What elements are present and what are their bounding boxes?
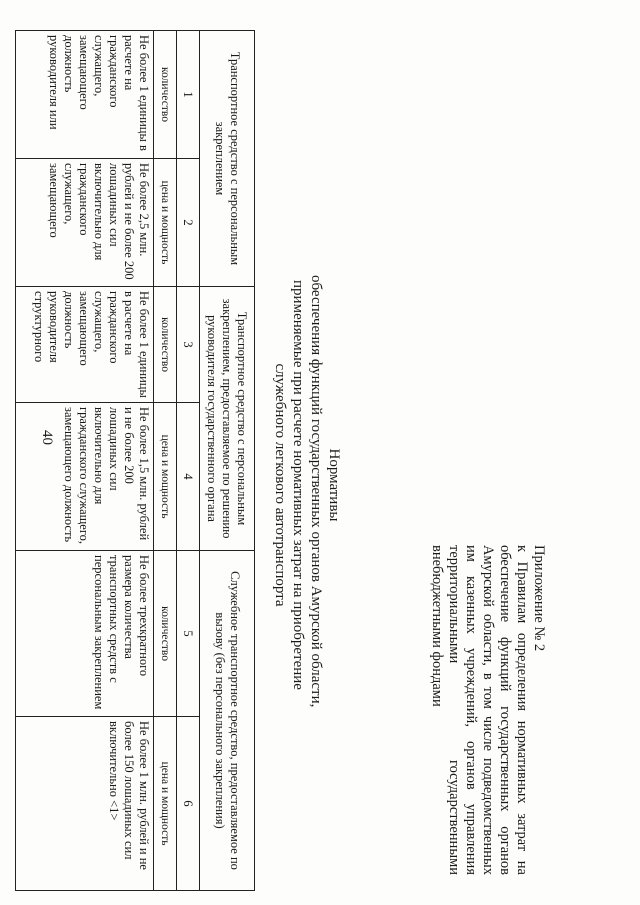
table-cell: Не более 1,5 млн. рублей и не более 200 лошадиных сил включительно для гражданского служащего, замещающего должность — [16, 403, 154, 551]
table-cell: Не более 2,5 млн. рублей и не более 200 лошадиных сил включительно для гражданского служащего, замещающего — [16, 159, 154, 287]
column-number: 6 — [176, 717, 199, 891]
column-number: 4 — [176, 403, 199, 551]
table-cell: Не более трехкратного размера количества транспортных средств с персональным закреплением — [16, 551, 154, 717]
column-label: количество — [153, 551, 176, 717]
group-header-on-call: Служебное транспортное средство, предоставляемое по вызову (без персонального закрепления) — [199, 551, 254, 891]
table-cell: Не более 1 млн. рублей и не более 150 лошадиных сил включительно <1> — [16, 717, 154, 891]
appendix-reference — [428, 545, 547, 875]
column-label: цена и мощность — [153, 403, 176, 551]
column-label: цена и мощность — [153, 159, 176, 287]
column-number: 2 — [176, 159, 199, 287]
title-line-4: служебного легкового автотранспорта — [272, 363, 288, 607]
rotated-content — [15, 30, 555, 890]
table-number-row — [176, 31, 199, 891]
column-number: 3 — [176, 287, 199, 403]
column-number: 5 — [176, 551, 199, 717]
appendix-text: к Правилам определения нормативных затрат на обеспечение функций государственных органов Амурской области, в том числе подведомственных им казенных учреждений, органов управления территориальными государственными внебюджетными фондами — [429, 545, 530, 875]
column-label: цена и мощность — [153, 717, 176, 891]
title-line-1: Нормативы — [326, 448, 342, 522]
page-number: 40 — [39, 430, 55, 445]
column-number: 1 — [176, 31, 199, 159]
table-row — [16, 31, 154, 891]
table-cell: Не более 1 единицы в расчете на гражданского служащего, замещающего должность руководителя или — [16, 31, 154, 159]
column-label: количество — [153, 31, 176, 159]
group-header-by-decision: Транспортное средство с персональным закреплением, предоставляемое по решению руководителя государственного органа — [199, 287, 254, 551]
document-title — [271, 275, 343, 708]
table-label-row — [153, 31, 176, 891]
table-group-header-row — [199, 31, 254, 891]
norms-table — [15, 30, 255, 891]
table-cell: Не более 1 единицы в расчете на гражданского служащего, замещающего должность руководителя структурного — [16, 287, 154, 403]
group-header-personal: Транспортное средство с персональным закреплением — [199, 31, 254, 287]
title-line-2: обеспечения функций государственных органов Амурской области, — [308, 275, 324, 708]
column-label: количество — [153, 287, 176, 403]
appendix-title: Приложение № 2 — [531, 545, 547, 652]
title-line-3: применяемые при расчете нормативных затрат на приобретение — [290, 280, 306, 690]
